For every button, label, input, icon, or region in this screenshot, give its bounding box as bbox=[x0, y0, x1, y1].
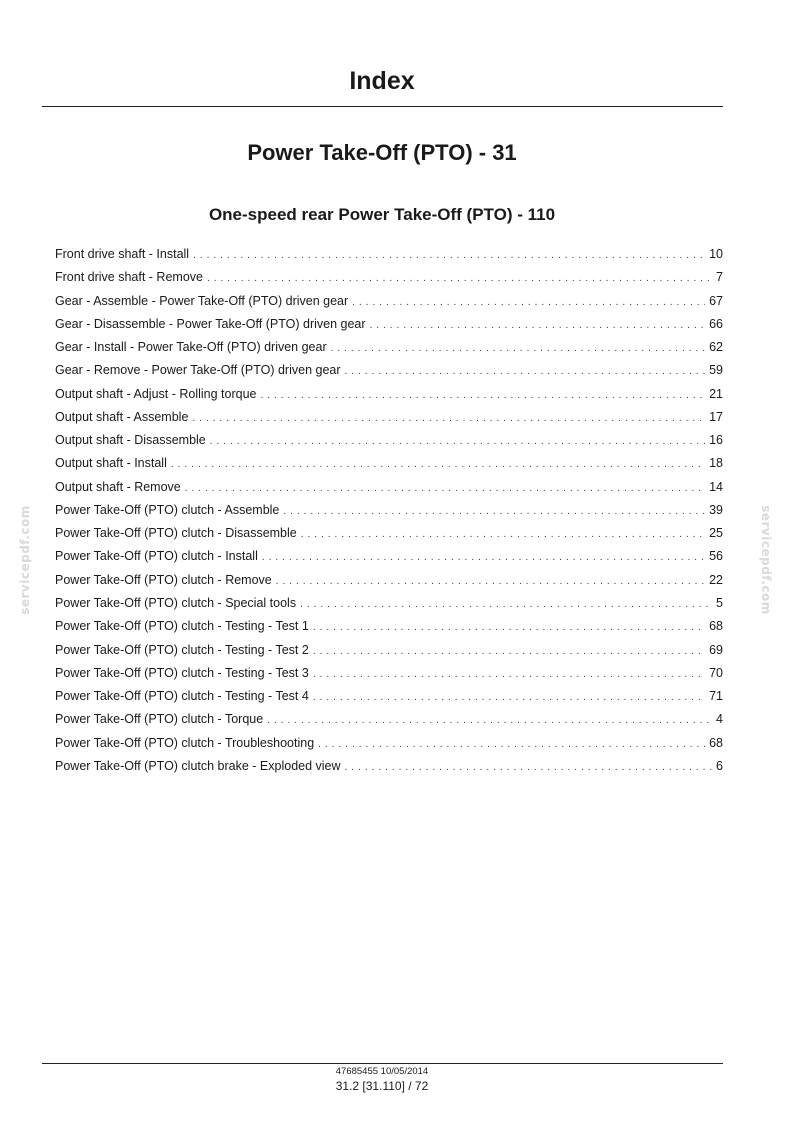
index-entry[interactable] bbox=[55, 359, 723, 382]
index-entry-label: Power Take-Off (PTO) clutch - Special tools bbox=[55, 592, 300, 615]
index-entry[interactable] bbox=[55, 592, 723, 615]
dot-leader bbox=[185, 476, 705, 499]
index-entry-page-number: 18 bbox=[705, 452, 723, 475]
index-entry[interactable] bbox=[55, 662, 723, 685]
dot-leader bbox=[261, 383, 706, 406]
dot-leader bbox=[318, 732, 705, 755]
dot-leader bbox=[210, 429, 705, 452]
index-entry-page-number: 59 bbox=[705, 359, 723, 382]
dot-leader bbox=[345, 755, 713, 778]
index-entry-label: Gear - Remove - Power Take-Off (PTO) driven gear bbox=[55, 359, 345, 382]
index-entry-page-number: 17 bbox=[705, 406, 723, 429]
dot-leader bbox=[267, 708, 712, 731]
index-entry[interactable] bbox=[55, 522, 723, 545]
dot-leader bbox=[262, 545, 705, 568]
index-entry[interactable] bbox=[55, 732, 723, 755]
index-entry-label: Output shaft - Assemble bbox=[55, 406, 192, 429]
index-entry[interactable] bbox=[55, 639, 723, 662]
index-entry[interactable] bbox=[55, 545, 723, 568]
dot-leader bbox=[331, 336, 705, 359]
dot-leader bbox=[370, 313, 706, 336]
index-entry-page-number: 14 bbox=[705, 476, 723, 499]
index-entry-page-number: 67 bbox=[705, 290, 723, 313]
index-entry-label: Power Take-Off (PTO) clutch - Assemble bbox=[55, 499, 283, 522]
index-entry[interactable] bbox=[55, 406, 723, 429]
index-entry-label: Front drive shaft - Install bbox=[55, 243, 193, 266]
index-entry-page-number: 21 bbox=[705, 383, 723, 406]
dot-leader bbox=[283, 499, 705, 522]
dot-leader bbox=[313, 639, 705, 662]
footer-page-reference: 31.2 [31.110] / 72 bbox=[335, 1079, 429, 1093]
dot-leader bbox=[171, 452, 705, 475]
footer-divider bbox=[42, 1063, 723, 1064]
index-entry[interactable] bbox=[55, 476, 723, 499]
index-entry-label: Front drive shaft - Remove bbox=[55, 266, 207, 289]
dot-leader bbox=[193, 243, 705, 266]
index-entry[interactable] bbox=[55, 499, 723, 522]
index-entry-page-number: 68 bbox=[705, 732, 723, 755]
index-entry-label: Power Take-Off (PTO) clutch - Testing - Test 4 bbox=[55, 685, 313, 708]
index-entry-label: Output shaft - Install bbox=[55, 452, 171, 475]
index-entry-label: Output shaft - Disassemble bbox=[55, 429, 210, 452]
dot-leader bbox=[207, 266, 712, 289]
index-entry[interactable] bbox=[55, 615, 723, 638]
index-entry[interactable] bbox=[55, 755, 723, 778]
index-entry[interactable] bbox=[55, 708, 723, 731]
dot-leader bbox=[300, 592, 712, 615]
index-entry-label: Output shaft - Remove bbox=[55, 476, 185, 499]
index-entry-page-number: 6 bbox=[712, 755, 723, 778]
index-entry[interactable] bbox=[55, 243, 723, 266]
dot-leader bbox=[313, 662, 705, 685]
index-entry-page-number: 16 bbox=[705, 429, 723, 452]
index-entry-label: Gear - Install - Power Take-Off (PTO) driven gear bbox=[55, 336, 331, 359]
index-entry-page-number: 5 bbox=[712, 592, 723, 615]
index-entry[interactable] bbox=[55, 429, 723, 452]
index-entry-page-number: 56 bbox=[705, 545, 723, 568]
index-entry-label: Gear - Disassemble - Power Take-Off (PTO) driven gear bbox=[55, 313, 370, 336]
index-entry-page-number: 39 bbox=[705, 499, 723, 522]
watermark-left: servicepdf.com bbox=[18, 505, 32, 615]
index-entry[interactable] bbox=[55, 569, 723, 592]
index-entry-page-number: 25 bbox=[705, 522, 723, 545]
index-entry[interactable] bbox=[55, 336, 723, 359]
index-entry[interactable] bbox=[55, 266, 723, 289]
index-entry-page-number: 7 bbox=[712, 266, 723, 289]
index-entry-page-number: 62 bbox=[705, 336, 723, 359]
page-title: Index bbox=[349, 67, 415, 95]
header-divider bbox=[42, 106, 723, 107]
index-entry-label: Power Take-Off (PTO) clutch - Troubleshooting bbox=[55, 732, 318, 755]
index-entry-page-number: 22 bbox=[705, 569, 723, 592]
index-entry-page-number: 66 bbox=[705, 313, 723, 336]
index-entry-page-number: 4 bbox=[712, 708, 723, 731]
index-entry-label: Power Take-Off (PTO) clutch - Testing - Test 3 bbox=[55, 662, 313, 685]
index-entry-label: Gear - Assemble - Power Take-Off (PTO) driven gear bbox=[55, 290, 352, 313]
index-entry-page-number: 71 bbox=[705, 685, 723, 708]
footer-document-reference: 47685455 10/05/2014 bbox=[335, 1066, 429, 1077]
index-entry[interactable] bbox=[55, 383, 723, 406]
index-entry-page-number: 70 bbox=[705, 662, 723, 685]
dot-leader bbox=[192, 406, 705, 429]
index-entry-page-number: 69 bbox=[705, 639, 723, 662]
index-entry[interactable] bbox=[55, 452, 723, 475]
index-entry-label: Power Take-Off (PTO) clutch - Disassemble bbox=[55, 522, 301, 545]
index-entry-page-number: 68 bbox=[705, 615, 723, 638]
index-entry-page-number: 10 bbox=[705, 243, 723, 266]
dot-leader bbox=[352, 290, 705, 313]
dot-leader bbox=[276, 569, 705, 592]
subsection-title: One-speed rear Power Take-Off (PTO) - 110 bbox=[208, 205, 556, 224]
index-entry[interactable] bbox=[55, 313, 723, 336]
index-entry-label: Power Take-Off (PTO) clutch - Install bbox=[55, 545, 262, 568]
index-entry-label: Power Take-Off (PTO) clutch - Testing - Test 2 bbox=[55, 639, 313, 662]
index-entry-label: Power Take-Off (PTO) clutch - Torque bbox=[55, 708, 267, 731]
watermark-right: servicepdf.com bbox=[759, 505, 773, 615]
dot-leader bbox=[301, 522, 705, 545]
index-entry-label: Output shaft - Adjust - Rolling torque bbox=[55, 383, 261, 406]
section-title: Power Take-Off (PTO) - 31 bbox=[247, 140, 517, 165]
index-entry[interactable] bbox=[55, 290, 723, 313]
index-entry-label: Power Take-Off (PTO) clutch - Testing - Test 1 bbox=[55, 615, 313, 638]
dot-leader bbox=[313, 615, 705, 638]
index-entry-label: Power Take-Off (PTO) clutch - Remove bbox=[55, 569, 276, 592]
dot-leader bbox=[345, 359, 706, 382]
index-entry-label: Power Take-Off (PTO) clutch brake - Exploded view bbox=[55, 755, 345, 778]
dot-leader bbox=[313, 685, 705, 708]
index-list bbox=[55, 243, 723, 778]
index-entry[interactable] bbox=[55, 685, 723, 708]
